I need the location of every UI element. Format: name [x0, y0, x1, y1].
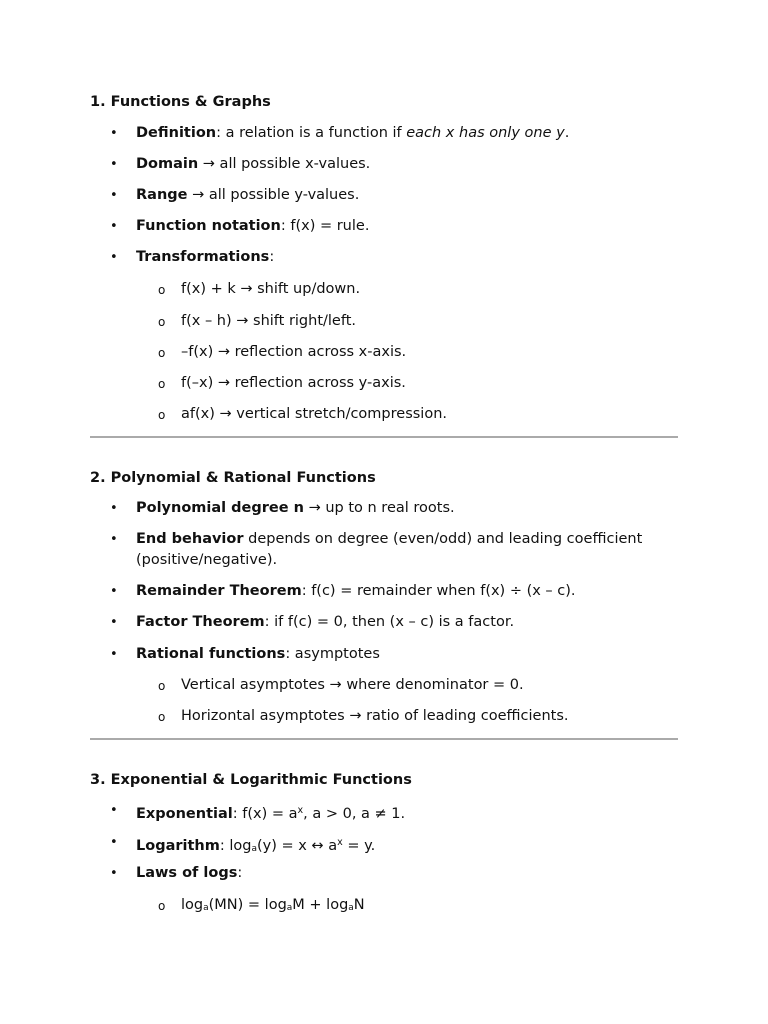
item-text: : f(x) = rule. — [280, 218, 370, 234]
item-text: : f(c) = remainder when f(x) ÷ (x – c). — [301, 583, 576, 599]
sub-item-text: –f(x) → reflection across x-axis. — [181, 344, 407, 360]
bullet-icon: • — [110, 532, 118, 547]
term: Factor Theorem — [136, 614, 265, 630]
list-item — [110, 247, 676, 268]
term: Exponential — [136, 806, 233, 822]
sub-item-text: (MN) = log — [208, 897, 287, 913]
section-heading: 1. Functions & Graphs — [90, 94, 271, 110]
sub-list-item — [158, 342, 681, 362]
sub-item-text: af(x) → vertical stretch/compression. — [181, 406, 448, 422]
list-item — [110, 832, 676, 860]
circle-bullet-icon: o — [158, 899, 166, 913]
item-text: : log — [219, 838, 252, 854]
bullet-icon: • — [110, 501, 118, 516]
subscript: a — [286, 903, 293, 913]
item-text: depends on degree (even/odd) and leading coefficient (positive/negative). — [136, 531, 643, 568]
bullet-icon: • — [110, 647, 118, 662]
bullet-icon: • — [110, 803, 118, 818]
list-item — [110, 644, 676, 665]
sub-list-item — [158, 706, 681, 726]
sub-item-text: N — [353, 897, 365, 913]
sub-item-text: Vertical asymptotes → where denominator = 0. — [181, 677, 524, 693]
item-text: = y. — [342, 838, 376, 854]
item-text: → all possible y-values. — [187, 187, 360, 203]
subscript: a — [251, 844, 257, 854]
subscript: a — [348, 903, 354, 913]
item-text: → all possible x-values. — [198, 156, 371, 172]
list-item — [110, 123, 676, 144]
sub-item-text: log — [181, 897, 204, 913]
sub-list-item — [158, 311, 681, 331]
list-item — [110, 529, 676, 571]
circle-bullet-icon: o — [158, 315, 166, 329]
horizontal-divider — [90, 738, 678, 740]
term: Logarithm — [136, 838, 220, 854]
sub-item-text: M + log — [292, 897, 349, 913]
sub-list-item — [158, 895, 681, 918]
circle-bullet-icon: o — [158, 408, 166, 422]
superscript: x — [337, 837, 343, 848]
term: Definition — [136, 125, 217, 141]
circle-bullet-icon: o — [158, 377, 166, 391]
term: Range — [136, 187, 188, 203]
item-text: : — [269, 249, 275, 265]
bullet-icon: • — [110, 126, 118, 141]
circle-bullet-icon: o — [158, 679, 166, 693]
term: Function notation — [136, 218, 281, 234]
subscript: a — [203, 903, 209, 913]
sub-item-text: f(x – h) → shift right/left. — [181, 313, 356, 329]
term: Domain — [136, 156, 199, 172]
bullet-icon: • — [110, 219, 118, 234]
section-heading: 3. Exponential & Logarithmic Functions — [90, 772, 412, 788]
item-text: (y) = x ↔ a — [256, 838, 338, 854]
item-text: , a > 0, a ≠ 1. — [303, 806, 406, 822]
list-item — [110, 863, 676, 884]
item-text: : f(x) = a — [232, 806, 298, 822]
list-item — [110, 581, 676, 602]
superscript: x — [297, 805, 304, 816]
sub-list-item — [158, 404, 681, 424]
sub-list-item — [158, 675, 681, 695]
item-text: → up to n real roots. — [303, 500, 455, 516]
item-text: : — [237, 865, 243, 881]
bullet-icon: • — [110, 584, 118, 599]
bullet-icon: • — [110, 250, 118, 265]
emphasis-text: each x has only one y — [406, 125, 565, 141]
list-item — [110, 800, 676, 825]
term: Remainder Theorem — [136, 583, 302, 599]
sub-item-text: f(x) + k → shift up/down. — [181, 281, 361, 297]
sub-item-text: f(–x) → reflection across y-axis. — [181, 375, 406, 391]
circle-bullet-icon: o — [158, 710, 166, 724]
sub-item-text: Horizontal asymptotes → ratio of leading coefficients. — [181, 708, 569, 724]
item-text: : if f(c) = 0, then (x – c) is a factor. — [264, 614, 515, 630]
list-item — [110, 154, 676, 175]
term: End behavior — [136, 531, 244, 547]
circle-bullet-icon: o — [158, 283, 166, 297]
bullet-icon: • — [110, 866, 118, 881]
bullet-icon: • — [110, 157, 118, 172]
horizontal-divider — [90, 436, 678, 438]
term: Transformations — [136, 249, 270, 265]
list-item — [110, 216, 676, 237]
bullet-icon: • — [110, 188, 118, 203]
circle-bullet-icon: o — [158, 346, 166, 360]
list-item — [110, 498, 676, 519]
sub-list-item — [158, 279, 681, 299]
section-heading: 2. Polynomial & Rational Functions — [90, 470, 376, 486]
term: Rational functions — [136, 646, 286, 662]
term: Polynomial degree n — [136, 500, 304, 516]
item-text: . — [564, 125, 570, 141]
bullet-icon: • — [110, 615, 118, 630]
list-item — [110, 185, 676, 206]
list-item — [110, 612, 676, 633]
item-text: : asymptotes — [285, 646, 380, 662]
bullet-icon: • — [110, 835, 118, 850]
sub-list-item — [158, 373, 681, 393]
term: Laws of logs — [136, 865, 238, 881]
item-text: : a relation is a function if — [216, 125, 407, 141]
